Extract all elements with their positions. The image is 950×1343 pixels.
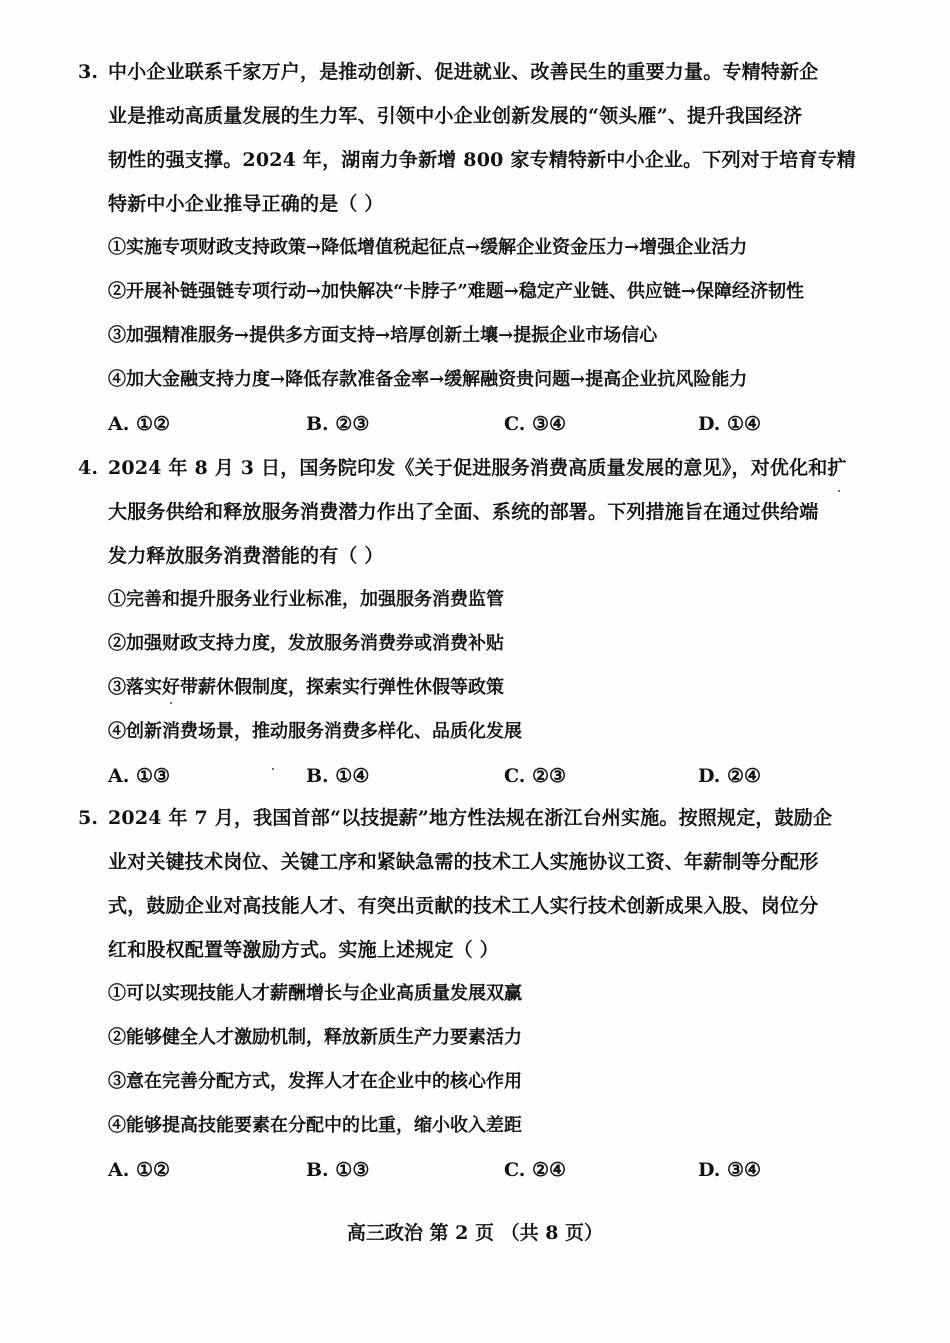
statement-3: ③意在完善分配方式，发挥人才在企业中的核心作用 [108,1071,522,1092]
statement-2: ②开展补链强链专项行动→加快解决“卡脖子”难题→稳定产业链、供应链→保障经济韧性 [108,281,804,302]
scan-speck [838,490,840,492]
question-stem-line: 3. 中小企业联系千家万户，是推动创新、促进就业、改善民生的重要力量。专精特新企 [78,50,848,94]
question-stem-line: 韧性的强支撑。2024 年，湖南力争新增 800 家专精特新中小企业。下列对于培育专精 [108,149,856,171]
statement-2: ②能够健全人才激励机制，释放新质生产力要素活力 [108,1027,522,1048]
question-stem-line: 发力释放服务消费潜能的有（ ） [108,545,384,567]
question-stem-line: 5. 2024 年 7 月，我国首部“以技提薪”地方性法规在浙江台州实施。按照规定，鼓励企 [78,796,848,840]
question-stem-line: 4. 2024 年 8 月 3 日，国务院印发《关于促进服务消费高质量发展的意见》，对优化和扩 [78,446,848,490]
choice-d: D. ③④ [698,1159,762,1181]
question-stem-line: 特新中小企业推导正确的是（ ） [108,193,384,215]
statement-1: ①可以实现技能人才薪酬增长与企业高质量发展双赢 [108,983,522,1004]
question-number: 4. [78,457,99,479]
answer-choices [78,402,848,446]
question-stem-line: 式，鼓励企业对高技能人才、有突出贡献的技术工人实行技术创新成果入股、岗位分 [108,895,819,917]
choice-a: A. ①② [108,413,171,435]
statement-3: ③加强精准服务→提供多方面支持→培厚创新土壤→提振企业市场信心 [108,325,658,346]
statement-1: ①实施专项财政支持政策→降低增值税起征点→缓解企业资金压力→增强企业活力 [108,237,748,258]
question-stem-line: 红和股权配置等激励方式。实施上述规定（ ） [108,939,499,961]
question-stem-line: 大服务供给和释放服务消费潜力作出了全面、系统的部署。下列措施旨在通过供给端 [108,501,819,523]
answer-choices [78,754,848,798]
question-stem-line: 业对关键技术岗位、关键工序和紧缺急需的技术工人实施协议工资、年薪制等分配形 [108,851,819,873]
scan-speck [272,768,274,770]
choice-c: C. ②③ [504,765,567,787]
choice-a: A. ①③ [108,765,171,787]
statement-2: ②加强财政支持力度，发放服务消费券或消费补贴 [108,633,504,654]
choice-d: D. ①④ [698,413,762,435]
question-number: 5. [78,807,99,829]
statement-4: ④能够提高技能要素在分配中的比重，缩小收入差距 [108,1115,522,1136]
choice-b: B. ①③ [306,1159,370,1181]
question-number: 3. [78,61,99,83]
choice-b: B. ②③ [306,413,370,435]
question-stem-line: 业是推动高质量发展的生力军、引领中小企业创新发展的“领头雁”、提升我国经济 [108,105,803,127]
question-3 [78,50,856,446]
choice-c: C. ②④ [504,1159,567,1181]
answer-choices [78,1148,848,1192]
question-4 [78,446,848,798]
statement-1: ①完善和提升服务业行业标准，加强服务消费监管 [108,589,504,610]
choice-a: A. ①② [108,1159,171,1181]
statement-4: ④加大金融支持力度→降低存款准备金率→缓解融资贵问题→提高企业抗风险能力 [108,369,748,390]
statement-3: ③落实好带薪休假制度，探索实行弹性休假等政策 [108,677,504,698]
choice-c: C. ③④ [504,413,567,435]
question-5 [78,796,848,1192]
choice-d: D. ②④ [698,765,762,787]
page-footer: 高三政治 第 2 页 （共 8 页） [346,1222,604,1244]
scan-speck [170,702,172,704]
choice-b: B. ①④ [306,765,370,787]
statement-4: ④创新消费场景，推动服务消费多样化、品质化发展 [108,721,522,742]
